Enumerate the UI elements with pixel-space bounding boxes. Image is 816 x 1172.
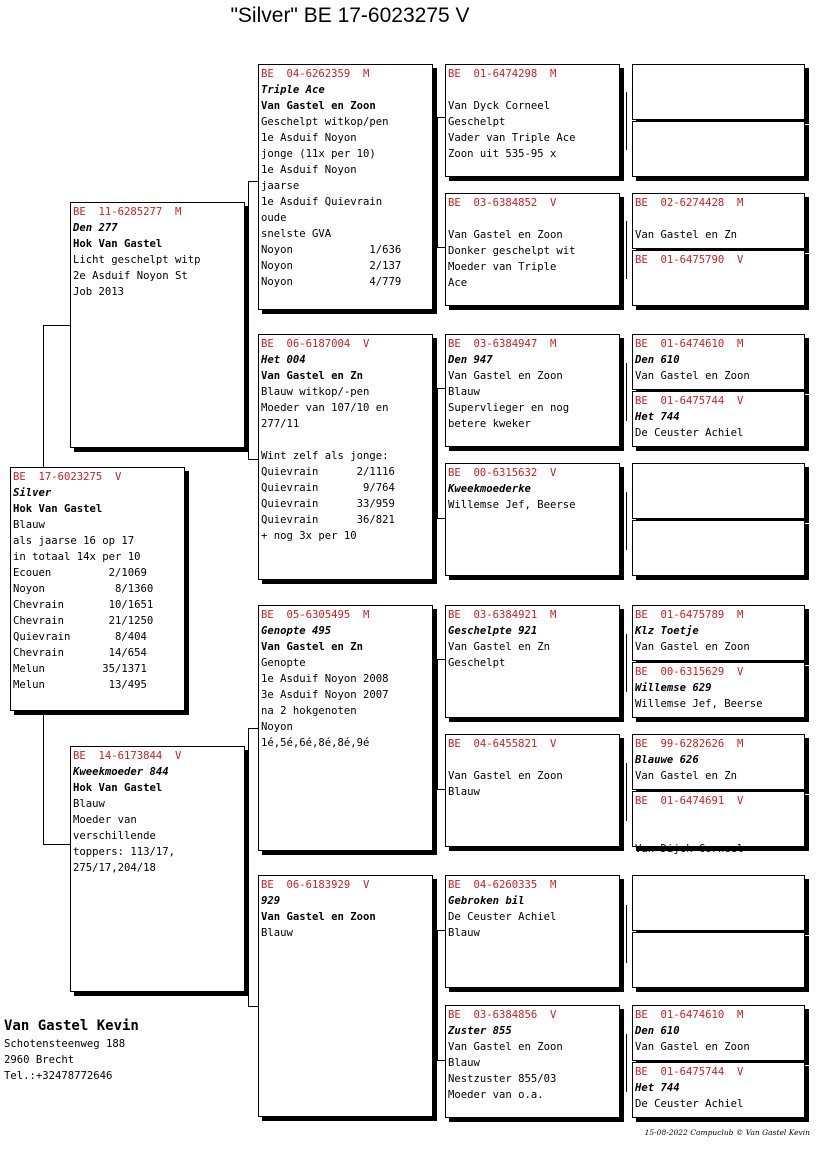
pigeon-info-line	[635, 825, 802, 841]
pigeon-info-line: Willemse Jef, Beerse	[635, 698, 763, 710]
connector	[626, 363, 627, 421]
pigeon-card-mm[interactable]	[258, 875, 433, 1117]
pigeon-info-line	[261, 432, 430, 448]
pigeon-name	[635, 211, 802, 227]
ring-number: BE 01-6474610 M	[635, 338, 744, 350]
pigeon-card-fmf[interactable]	[445, 334, 620, 447]
pigeon-name: Genopte 495	[261, 625, 332, 637]
pigeon-info-line: 1e Asduif Noyon 2008	[261, 673, 389, 685]
pigeon-card-ffm-m[interactable]	[632, 250, 805, 306]
pigeon-card-fmf-f[interactable]	[632, 334, 805, 390]
ring-number: BE 06-6187004 V	[261, 338, 370, 350]
pigeon-info-line: 1e Asduif Noyon	[261, 164, 357, 176]
pigeon-info-line: Moeder van	[73, 814, 137, 826]
pigeon-info-line: Job 2013	[73, 286, 125, 298]
pigeon-card-mother[interactable]	[70, 746, 245, 992]
pigeon-info-line: De Ceuster Achiel	[448, 911, 557, 923]
pigeon-info-line: Moeder van o.a.	[448, 1089, 544, 1101]
connector	[626, 221, 627, 279]
ring-number: BE 99-6282626 M	[635, 738, 744, 750]
pigeon-card-ffm-f[interactable]	[632, 193, 805, 249]
pigeon-info-line: Van Gastel en Zn	[635, 770, 738, 782]
pigeon-name: Klz Toetje	[635, 625, 699, 637]
pigeon-name: Het 744	[635, 1082, 680, 1094]
ring-number: BE 06-6183929 V	[261, 879, 370, 891]
pigeon-info-line: Van Gastel en Zoon	[635, 1041, 750, 1053]
pigeon-info-line: De Ceuster Achiel	[635, 427, 744, 439]
pigeon-name: Het 004	[261, 354, 306, 366]
pigeon-info-line: Van Gastel en Zoon	[448, 229, 563, 241]
connector	[437, 518, 445, 519]
pigeon-name: Geschelpte 921	[448, 625, 538, 637]
pigeon-name: Willemse 629	[635, 682, 712, 694]
pigeon-name	[635, 809, 802, 825]
pigeon-name: Den 277	[73, 222, 118, 234]
pigeon-card-mfm[interactable]	[445, 734, 620, 847]
pigeon-info-line: Van Gastel en Zoon	[261, 911, 376, 923]
ring-number: BE 01-6474691 V	[635, 795, 744, 807]
pigeon-info-line: als jaarse 16 op 17	[13, 535, 135, 547]
pigeon-card-fff[interactable]	[445, 64, 620, 177]
pigeon-info-line: snelste GVA	[261, 228, 332, 240]
pigeon-info-line: verschillende	[73, 830, 156, 842]
pigeon-card-mmf-m[interactable]	[632, 932, 805, 988]
pigeon-name: Triple Ace	[261, 84, 325, 96]
pigeon-card-mfm-m[interactable]	[632, 791, 805, 855]
pigeon-info-line: Hok Van Gastel	[73, 238, 163, 250]
owner-phone: Tel.:+32478772646	[4, 1070, 113, 1082]
pigeon-info-line: Van Gastel en Zoon	[448, 770, 563, 782]
pigeon-card-mf[interactable]	[258, 605, 433, 851]
ring-number: BE 03-6384852 V	[448, 197, 557, 209]
pigeon-card-fmm[interactable]	[445, 463, 620, 576]
pigeon-info-line: 1e Asduif Quievrain	[261, 196, 383, 208]
pigeon-name: Het 744	[635, 411, 680, 423]
pigeon-info-line: 275/17,204/18	[73, 862, 156, 874]
pigeon-info-line: Quievrain 8/404	[13, 631, 147, 643]
pigeon-info-line: Chevrain 10/1651	[13, 599, 154, 611]
pigeon-name	[448, 211, 617, 227]
connector	[248, 459, 258, 460]
pigeon-name: 929	[261, 895, 281, 907]
pigeon-name: Zuster 855	[448, 1025, 512, 1037]
pigeon-info-line: Licht geschelpt witp	[73, 254, 201, 266]
pigeon-info-line: Vader van Triple Ace	[448, 132, 576, 144]
pigeon-name: Silver	[13, 487, 52, 499]
pigeon-info-line: jonge (11x per 10)	[261, 148, 376, 160]
pigeon-info-line: Quievrain 2/1116	[261, 466, 395, 478]
pigeon-info-line: Geschelpt witkop/pen	[261, 116, 389, 128]
pigeon-info-line: Quievrain 9/764	[261, 482, 395, 494]
connector	[248, 181, 249, 459]
pigeon-info-line: 3e Asduif Noyon 2007	[261, 689, 389, 701]
pigeon-info-line: 1é,5é,6é,8é,8é,9é	[261, 737, 370, 749]
ring-number: BE 01-6475744 V	[635, 395, 744, 407]
pigeon-info-line: na 2 hokgenoten	[261, 705, 357, 717]
connector	[437, 1060, 445, 1061]
connector	[626, 1034, 627, 1092]
pigeon-info-line: in totaal 14x per 10	[13, 551, 141, 563]
pigeon-info-line: Van Gastel en Zoon	[635, 641, 750, 653]
pigeon-info-line: Noyon	[261, 721, 293, 733]
ring-number: BE 03-6384947 M	[448, 338, 557, 350]
pigeon-card-fff-m[interactable]	[632, 121, 805, 177]
pigeon-card-mmm-f[interactable]	[632, 1005, 805, 1061]
connector	[43, 712, 44, 844]
pigeon-info-line: Quievrain 36/821	[261, 514, 395, 526]
pigeon-card-ff[interactable]	[258, 64, 433, 310]
connector	[248, 728, 249, 1006]
pigeon-info-line: Hok Van Gastel	[13, 503, 103, 515]
connector	[626, 634, 627, 692]
pigeon-info-line: Van Gastel en Zoon	[261, 100, 376, 112]
connector	[437, 930, 445, 931]
pigeon-card-fff-f[interactable]	[632, 64, 805, 120]
pigeon-info-line: jaarse	[261, 180, 300, 192]
pigeon-card-mmf[interactable]	[445, 875, 620, 988]
pigeon-info-line: Zoon uit 535-95 x	[448, 148, 557, 160]
pigeon-name: Blauwe 626	[635, 754, 699, 766]
pigeon-card-mmf-f[interactable]	[632, 875, 805, 931]
ring-number: BE 05-6305495 M	[261, 609, 370, 621]
pigeon-info-line: Blauw	[448, 386, 480, 398]
pigeon-info-line: Van Gastel en Zn	[261, 370, 364, 382]
pigeon-info-line: 2e Asduif Noyon St	[73, 270, 188, 282]
pigeon-info-line: Noyon 1/636	[261, 244, 402, 256]
pigeon-name: Den 610	[635, 354, 680, 366]
ring-number: BE 02-6274428 M	[635, 197, 744, 209]
pigeon-card-mff-m[interactable]	[632, 662, 805, 718]
ring-number: BE 01-6475789 M	[635, 609, 744, 621]
ring-number: BE 00-6315632 V	[448, 467, 557, 479]
page-title: "Silver" BE 17-6023275 V	[230, 4, 470, 27]
pigeon-info-line: Blauw	[448, 786, 480, 798]
pigeon-info-line: Hok Van Gastel	[73, 782, 163, 794]
connector	[437, 388, 445, 389]
connector	[248, 728, 258, 729]
ring-number: BE 11-6285277 M	[73, 206, 182, 218]
pigeon-info-line: Noyon 8/1360	[13, 583, 154, 595]
connector	[437, 659, 445, 660]
pigeon-info-line: Genopte	[261, 657, 306, 669]
pigeon-info-line: Ace	[448, 277, 468, 289]
pigeon-info-line: oude	[261, 212, 287, 224]
pigeon-info-line: Van Dyck Corneel	[448, 100, 551, 112]
pigeon-info-line: Donker geschelpt wit	[448, 245, 576, 257]
pigeon-info-line: Geschelpt	[448, 116, 506, 128]
pigeon-info-line: Moeder van Triple	[448, 261, 557, 273]
ring-number: BE 00-6315629 V	[635, 666, 744, 678]
pigeon-info-line: Moeder van 107/10 en	[261, 402, 389, 414]
pigeon-name: Den 610	[635, 1025, 680, 1037]
pigeon-info-line: Nestzuster 855/03	[448, 1073, 557, 1085]
pigeon-info-line: Blauw witkop/-pen	[261, 386, 370, 398]
pigeon-info-line: Willemse Jef, Beerse	[448, 499, 576, 511]
footer-credit: 15-08-2022 Compuclub © Van Gastel Kevin	[644, 1128, 810, 1137]
pigeon-info-line: Quievrain 33/959	[261, 498, 395, 510]
ring-number: BE 04-6455821 V	[448, 738, 557, 750]
pigeon-info-line: Blauw	[448, 1057, 480, 1069]
pigeon-card-mff[interactable]	[445, 605, 620, 718]
pigeon-info-line: Noyon 2/137	[261, 260, 402, 272]
pigeon-info-line: 1e Asduif Noyon	[261, 132, 357, 144]
pigeon-info-line: toppers: 113/17,	[73, 846, 176, 858]
connector	[626, 763, 627, 821]
pigeon-name	[448, 82, 617, 98]
connector	[43, 325, 71, 326]
pigeon-card-mff-f[interactable]	[632, 605, 805, 661]
pigeon-info-line: Van Gastel en Zn	[635, 229, 738, 241]
pigeon-name: Kweekmoeder 844	[73, 766, 169, 778]
connector	[437, 789, 445, 790]
connector	[437, 930, 438, 1060]
owner-city: 2960 Brecht	[4, 1054, 75, 1066]
ring-number: BE 14-6173844 V	[73, 750, 182, 762]
connector	[437, 247, 445, 248]
ring-number: BE 01-6474298 M	[448, 68, 557, 80]
pigeon-info-line: Wint zelf als jonge:	[261, 450, 389, 462]
pigeon-info-line: Chevrain 21/1250	[13, 615, 154, 627]
pigeon-card-fmf-m[interactable]	[632, 391, 805, 447]
ring-number: BE 01-6475790 V	[635, 254, 744, 266]
pigeon-info-line: Melun 13/495	[13, 679, 147, 691]
pigeon-card-fm[interactable]	[258, 334, 433, 580]
pigeon-info-line: Melun 35/1371	[13, 663, 147, 675]
pigeon-info-line: 277/11	[261, 418, 300, 430]
pigeon-info-line: Noyon 4/779	[261, 276, 402, 288]
pigeon-card-father[interactable]	[70, 202, 245, 448]
connector	[437, 117, 438, 247]
connector	[626, 905, 627, 963]
ring-number: BE 17-6023275 V	[13, 471, 122, 483]
pigeon-info-line: betere kweker	[448, 418, 531, 430]
pigeon-card-ffm[interactable]	[445, 193, 620, 306]
pigeon-info-line: Blauw	[448, 927, 480, 939]
connector	[43, 325, 44, 470]
pigeon-info-line: Blauw	[13, 519, 45, 531]
ring-number: BE 01-6475744 V	[635, 1066, 744, 1078]
pigeon-info-line: Geschelpt	[448, 657, 506, 669]
connector	[437, 659, 438, 789]
pigeon-name	[448, 752, 617, 768]
owner-street: Schotensteenweg 188	[4, 1038, 126, 1050]
ring-number: BE 03-6384856 V	[448, 1009, 557, 1021]
connector	[43, 844, 71, 845]
pigeon-card-mfm-f[interactable]	[632, 734, 805, 790]
pigeon-card-fmm-m[interactable]	[632, 520, 805, 576]
pigeon-info-line: Van Dijck Corneel	[635, 843, 744, 855]
connector	[248, 1006, 258, 1007]
pigeon-card-fmm-f[interactable]	[632, 463, 805, 519]
pigeon-info-line: Blauw	[73, 798, 105, 810]
ring-number: BE 03-6384921 M	[448, 609, 557, 621]
owner-block	[4, 1016, 139, 1084]
pigeon-card-mmm[interactable]	[445, 1005, 620, 1118]
pigeon-info-line: Supervlieger en nog	[448, 402, 570, 414]
connector	[248, 181, 258, 182]
pigeon-name: Den 947	[448, 354, 493, 366]
pigeon-card-mmm-m[interactable]	[632, 1062, 805, 1118]
owner-name: Van Gastel Kevin	[4, 1018, 139, 1034]
ring-number: BE 04-6260335 M	[448, 879, 557, 891]
pigeon-card-subject[interactable]	[10, 467, 185, 711]
pigeon-name: Kweekmoederke	[448, 483, 531, 495]
pigeon-info-line: Ecouen 2/1069	[13, 567, 147, 579]
ring-number: BE 04-6262359 M	[261, 68, 370, 80]
pigeon-info-line: + nog 3x per 10	[261, 530, 357, 542]
pigeon-info-line: Van Gastel en Zn	[448, 641, 551, 653]
connector	[626, 92, 627, 150]
pigeon-info-line: Blauw	[261, 927, 293, 939]
pigeon-info-line: De Ceuster Achiel	[635, 1098, 744, 1110]
pigeon-info-line: Van Gastel en Zoon	[448, 1041, 563, 1053]
pigeon-info-line: Chevrain 14/654	[13, 647, 147, 659]
connector	[437, 388, 438, 518]
connector	[626, 492, 627, 550]
pigeon-info-line: Van Gastel en Zn	[261, 641, 364, 653]
ring-number: BE 01-6474610 M	[635, 1009, 744, 1021]
pigeon-name: Gebroken bil	[448, 895, 525, 907]
connector	[437, 117, 445, 118]
pigeon-info-line: Van Gastel en Zoon	[448, 370, 563, 382]
pigeon-info-line: Van Gastel en Zoon	[635, 370, 750, 382]
